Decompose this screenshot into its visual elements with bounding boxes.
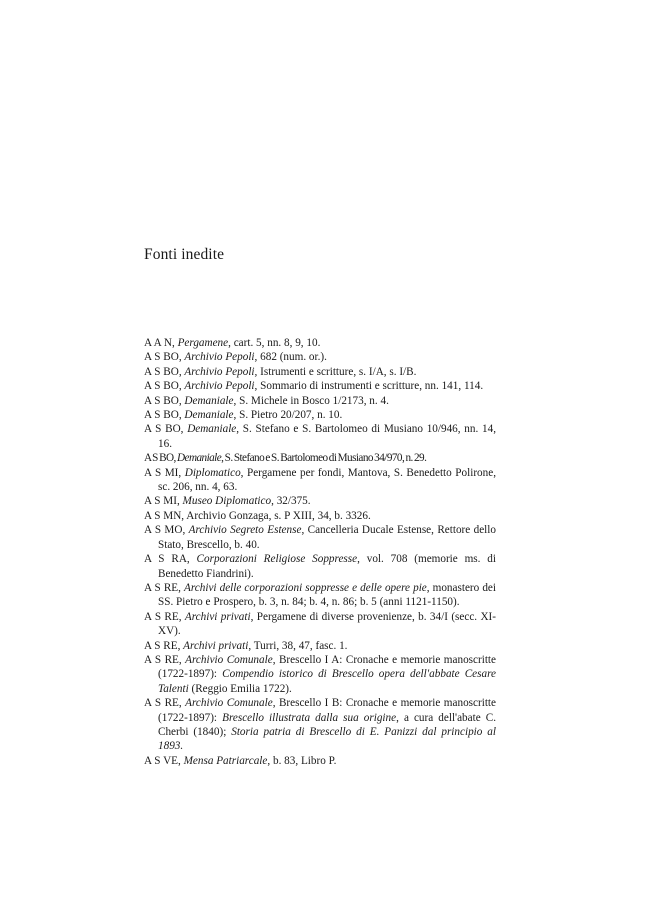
source-title-italic: Archivio Pepoli,: [184, 365, 258, 378]
source-entry: [144, 653, 496, 696]
source-text: , Turri, 38, 47, fasc. 1.: [248, 639, 348, 652]
source-title-italic: Demaniale: [184, 409, 234, 422]
source-title-italic: Archivi privati: [183, 639, 249, 652]
source-text: , Cancelleria Ducale Estense, Rettore dello Stato, Brescello, b. 40.: [158, 524, 496, 551]
source-text: A S MI,: [144, 495, 183, 508]
source-text: , 682 (num. or.).: [254, 351, 327, 364]
sources-list: [144, 336, 496, 768]
source-text: A S BO,: [144, 351, 185, 364]
source-text: A S BO,: [144, 365, 185, 378]
source-text: A S BO,: [144, 423, 188, 436]
source-entry: [144, 494, 496, 508]
source-entry: [144, 451, 496, 465]
source-text: A S RE,: [144, 610, 185, 623]
source-text: , vol. 708 (memorie ms. di Benedetto Fiandrini).: [158, 553, 496, 580]
source-text: A S BO,: [144, 394, 185, 407]
source-title-italic: Diplomatico: [184, 466, 241, 479]
source-title-italic: Archivio Pepoli: [184, 380, 255, 393]
source-text: , monastero dei SS. Pietro e Prospero, b. 3, n. 84; b. 4, n. 86; b. 5 (anni 1121-1150).: [158, 581, 496, 609]
source-text: , Brescello I B: Cronache e memorie manoscritte (1722-1897):: [158, 697, 496, 724]
source-entry: [144, 350, 496, 364]
source-text: A S BO,: [144, 409, 185, 422]
source-text: , S. Stefano e S. Bartolomeo di Musiano 10/946, nn. 14, 16.: [158, 423, 496, 450]
source-text: A S RE,: [144, 697, 186, 710]
source-entry: [144, 639, 496, 653]
source-entry: [144, 754, 496, 768]
source-text: A S RE,: [144, 581, 185, 594]
page-title: Fonti inedite: [144, 246, 225, 263]
source-text: , a cura dell'abate C. Cherbi (1840);: [158, 711, 496, 738]
source-entry: [144, 408, 496, 422]
source-text: A S MO,: [144, 524, 189, 537]
source-text: , S. Pietro 20/207, n. 10.: [233, 409, 343, 422]
source-text: , S. Michele in Bosco 1/2173, n. 4.: [233, 394, 389, 407]
source-entry: [144, 466, 496, 495]
source-entry: [144, 379, 496, 393]
source-text: A A N,: [144, 337, 178, 349]
source-title-italic: Compendio istorico di Brescello opera dell'abbate Cesare Talenti: [158, 668, 496, 695]
source-title-italic: Demaniale: [184, 394, 234, 407]
source-text: , Brescello I A: Cronache e memorie manoscritte (1722-1897):: [158, 653, 496, 681]
source-text: , Sommario di instrumenti e scritture, nn. 141, 114.: [254, 380, 484, 393]
source-title-italic: Archivio Pepoli: [184, 351, 255, 364]
source-entry: [144, 696, 496, 754]
source-title-italic: Demaniale: [187, 423, 237, 436]
source-title-italic: Archivi privati: [184, 610, 251, 623]
source-title-italic: Mensa Patriarcale: [183, 754, 268, 767]
source-entry: [144, 365, 496, 379]
source-entry: [144, 394, 496, 408]
source-text: Istrumenti e scritture, s. I/A, s. I/B.: [257, 365, 417, 378]
source-text: A S RA,: [144, 553, 197, 566]
source-entry: [144, 523, 496, 552]
source-title-italic: Pergamene: [177, 337, 229, 349]
source-title-italic: Brescello illustrata dalla sua origine: [222, 711, 397, 724]
source-title-italic: Archivio Comunale: [185, 653, 273, 666]
source-entry: [144, 336, 496, 350]
source-title-italic: Archivi delle corporazioni soppresse e delle opere pie: [184, 581, 427, 594]
source-title-italic: Storia patria di Brescello di E. Panizzi dal principio al 1893.: [158, 725, 496, 753]
source-entry: [144, 552, 496, 581]
source-text: , 32/375.: [271, 495, 311, 508]
source-text: A S BO,: [144, 380, 185, 393]
source-text: A S MI,: [144, 466, 185, 479]
source-text: , Pergamene per fondi, Mantova, S. Benedetto Polirone, sc. 206, nn. 4, 63.: [158, 466, 496, 494]
source-text: A S BO,: [144, 452, 178, 465]
source-text: A S RE,: [144, 639, 184, 652]
source-title-italic: Demaniale: [177, 452, 222, 465]
source-entry: [144, 509, 496, 523]
source-text: , Pergamene di diverse provenienze, b. 34/I (secc. XI-XV).: [158, 610, 496, 638]
source-entry: [144, 422, 496, 451]
source-text: A S VE,: [144, 754, 184, 767]
source-text: , S. Stefano e S. Bartolomeo di Musiano 34/970, n. 29.: [221, 452, 427, 465]
source-text: , b. 83, Libro P.: [267, 754, 337, 767]
source-title-italic: Archivio Segreto Estense: [188, 524, 302, 537]
source-text: , cart. 5, nn. 8, 9, 10.: [228, 337, 321, 349]
source-text: (Reggio Emilia 1722).: [188, 682, 292, 695]
source-text: A S RE,: [144, 653, 186, 666]
source-text: A S MN, Archivio Gonzaga, s. P XIII, 34, b. 3326.: [144, 509, 371, 522]
source-title-italic: Archivio Comunale: [185, 697, 273, 710]
source-title-italic: Museo Diplomatico: [182, 495, 272, 508]
source-entry: [144, 581, 496, 610]
source-entry: [144, 610, 496, 639]
source-title-italic: Corporazioni Religiose Soppresse: [196, 553, 358, 566]
